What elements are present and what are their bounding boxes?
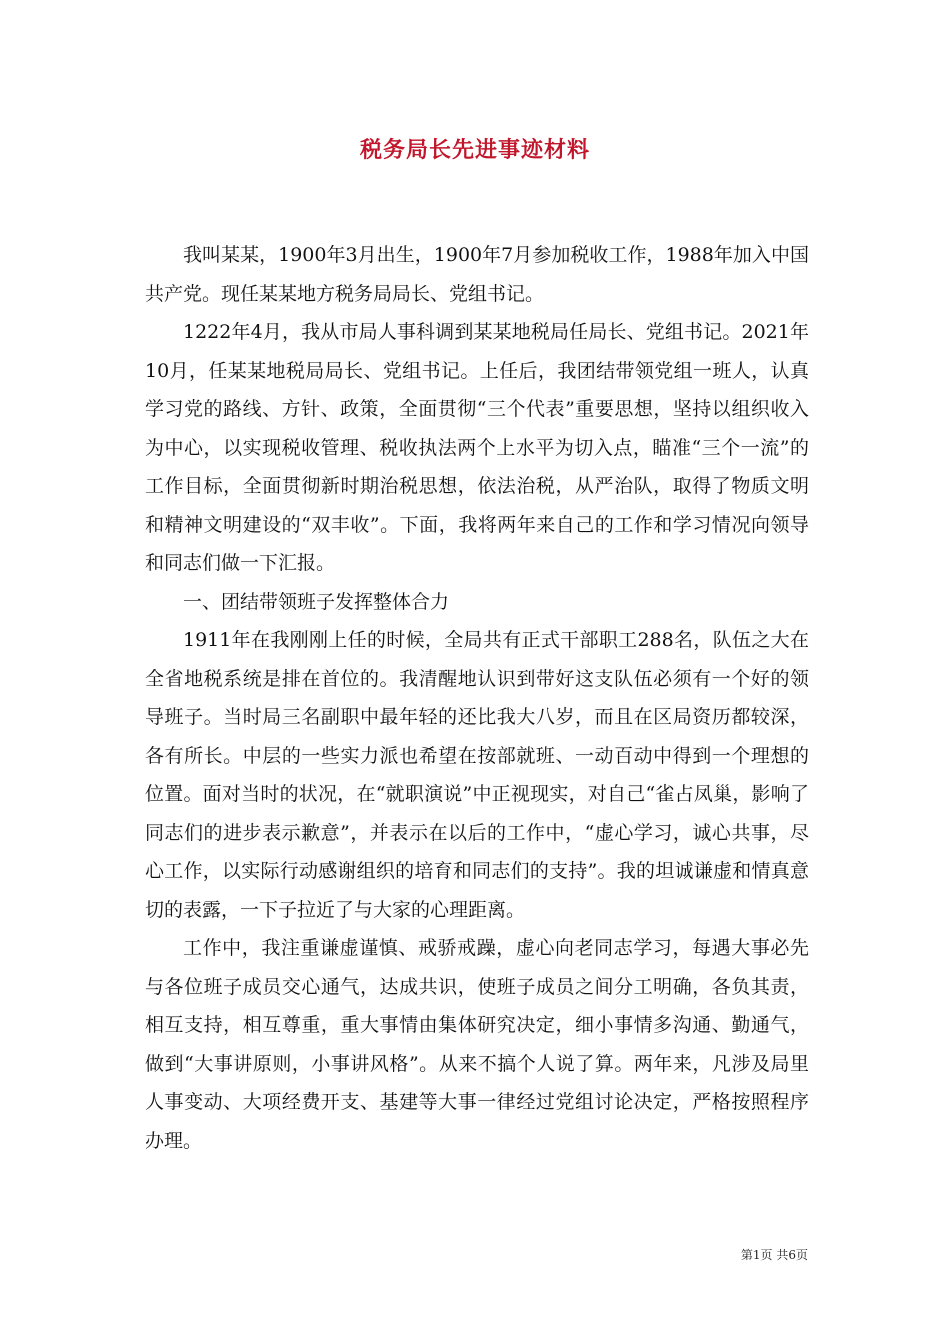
document-title: 税务局长先进事迹材料 [359, 137, 590, 163]
section-heading: 一、团结带领班子发挥整体合力 [183, 590, 450, 613]
paragraph-work: 工作中，我注重谦虚谨慎、戒骄戒躁，虚心向老同志学习，每遇大事必先与各位班子成员交心通气，达成共识，使班子成员之间分工明确，各负其责，相互支持，相互尊重，重大事情由集体研究决定，细小事情多沟通、勤通气，做到“大事讲原则，小事讲风格”。从来不搞个人说了算。两年来，凡涉及局里人事变动、大项经费开支、基建等大事一律经过党组讨论决定，严格按照程序办理。 [145, 937, 809, 1152]
paragraph-intro: 我叫某某，1900年3月出生，1900年7月参加税收工作，1988年加入中国共产党。现任某某地方税务局局长、党组书记。 [145, 244, 809, 305]
page-indicator: 第1页 共6页 [740, 1248, 808, 1262]
paragraph-appointment: 1222年4月，我从市局人事科调到某某地税局任局长、党组书记。2021年10月，任某某地税局局长、党组书记。上任后，我团结带领党组一班人，认真学习党的路线、方针、政策，全面贯彻“三个代表”重要思想，坚持以组织收入为中心，以实现税收管理、税收执法两个上水平为切入点，瞄准“三个一流”的工作目标，全面贯彻新时期治税思想，依法治税，从严治队，取得了物质文明和精神文明建设的“双丰收”。下面，我将两年来自己的工作和学习情况向领导和同志们做一下汇报。 [145, 321, 809, 574]
document-body [145, 236, 809, 1160]
paragraph-team: 1911年在我刚刚上任的时候，全局共有正式干部职工288名，队伍之大在全省地税系统是排在首位的。我清醒地认识到带好这支队伍必须有一个好的领导班子。当时局三名副职中最年轻的还比我大八岁，而且在区局资历都较深，各有所长。中层的一些实力派也希望在按部就班、一动百动中得到一个理想的位置。面对当时的状况，在“就职演说”中正视现实，对自己“雀占凤巢，影响了同志们的进步表示歉意”，并表示在以后的工作中，“虚心学习，诚心共事，尽心工作，以实际行动感谢组织的培育和同志们的支持”。我的坦诚谦虚和情真意切的表露，一下子拉近了与大家的心理距离。 [145, 629, 809, 921]
